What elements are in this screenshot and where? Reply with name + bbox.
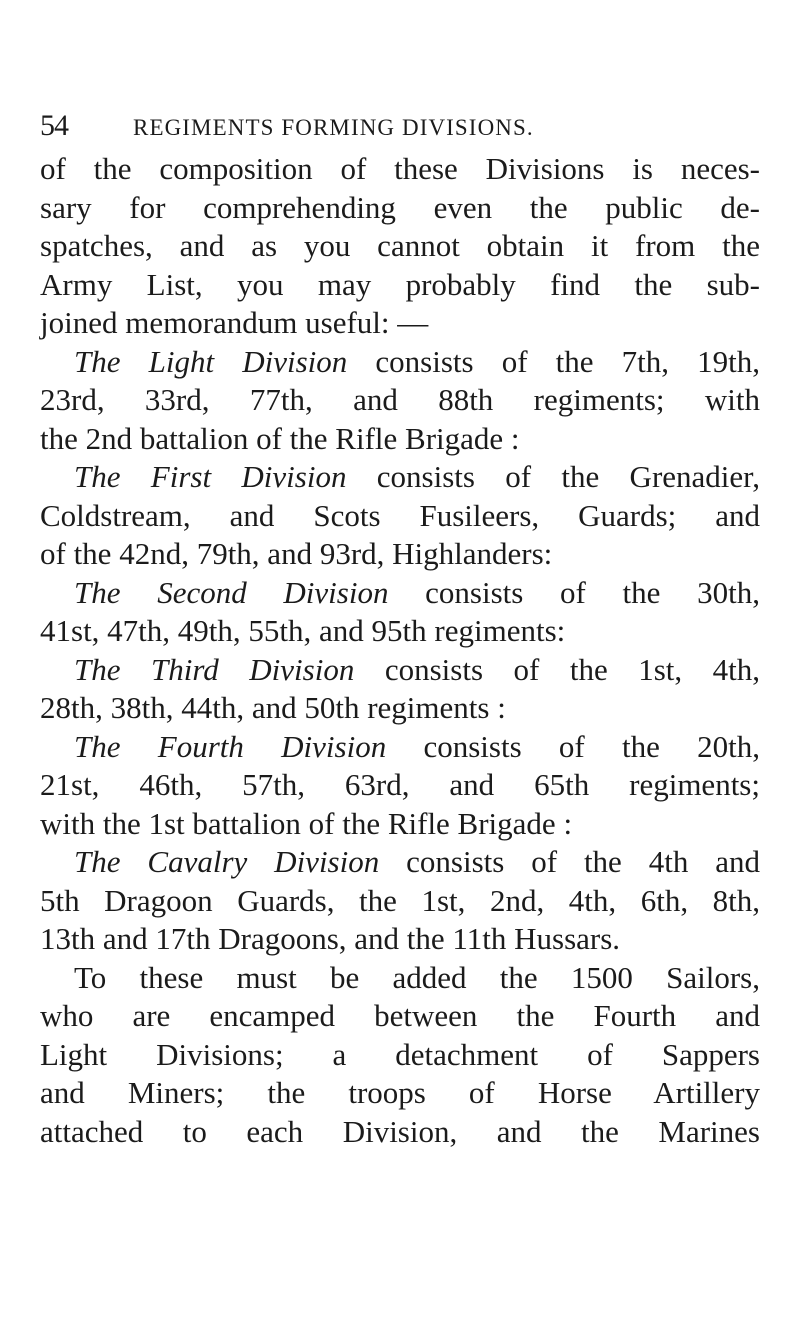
text-line: of the 42nd, 79th, and 93rd, Highlanders: <box>40 536 553 571</box>
text-run: consists of the 7th, 19th, <box>347 343 760 379</box>
paragraph-light-division <box>40 343 760 382</box>
division-name: The Fourth Division <box>74 728 387 764</box>
text-run: consists of the Grenadier, <box>346 459 760 494</box>
text-line: 5th Dragoon Guards, the 1st, 2nd, 4th, 6th, 8th, <box>40 882 760 918</box>
text-line: Army List, you may probably find the sub- <box>40 266 760 302</box>
text-line: joined memorandum useful: — <box>40 305 429 340</box>
text-line: 28th, 38th, 44th, and 50th regiments : <box>40 690 506 725</box>
text-line: who are encamped between the Fourth and <box>40 998 760 1033</box>
paragraph-second-division <box>40 574 760 613</box>
text-line: 41st, 47th, 49th, 55th, and 95th regiments: <box>40 613 566 648</box>
division-name: The First Division <box>74 459 347 494</box>
body-text <box>40 150 760 1151</box>
page-number: 54 <box>40 109 68 142</box>
paragraph-cavalry-division <box>40 843 760 882</box>
running-title: REGIMENTS FORMING DIVISIONS. <box>133 115 534 140</box>
paragraph-fourth-division <box>40 728 760 767</box>
running-head <box>40 106 760 146</box>
text-line: Light Divisions; a detachment of Sappers <box>40 1036 760 1072</box>
text-run: consists of the 20th, <box>386 728 760 764</box>
text-line: 21st, 46th, 57th, 63rd, and 65th regiments; <box>40 767 760 802</box>
text-line: of the composition of these Divisions is neces- <box>40 151 760 186</box>
division-name: The Third Division <box>74 651 355 687</box>
text-run: consists of the 30th, <box>388 574 760 610</box>
paragraph-first-division <box>40 458 760 497</box>
paragraph-third-division <box>40 651 760 690</box>
division-name: The Light Division <box>74 343 348 379</box>
text-line: Coldstream, and Scots Fusileers, Guards; and <box>40 497 760 533</box>
division-name: The Cavalry Division <box>74 844 380 879</box>
division-name: The Second Division <box>74 574 389 610</box>
text-line: spatches, and as you cannot obtain it from the <box>40 228 760 263</box>
text-line: attached to each Division, and the Marines <box>40 1113 760 1149</box>
text-line: sary for comprehending even the public de- <box>40 189 760 225</box>
text-run: consists of the 4th and <box>379 844 760 879</box>
paragraph-additions: To these must be added the 1500 Sailors, <box>74 959 760 995</box>
text-run: consists of the 1st, 4th, <box>354 651 760 687</box>
text-line: with the 1st battalion of the Rifle Brigade : <box>40 805 573 841</box>
text-line: and Miners; the troops of Horse Artillery <box>40 1075 760 1110</box>
text-line: the 2nd battalion of the Rifle Brigade : <box>40 420 520 456</box>
text-line: 13th and 17th Dragoons, and the 11th Hussars. <box>40 921 621 956</box>
text-line: 23rd, 33rd, 77th, and 88th regiments; with <box>40 382 760 417</box>
